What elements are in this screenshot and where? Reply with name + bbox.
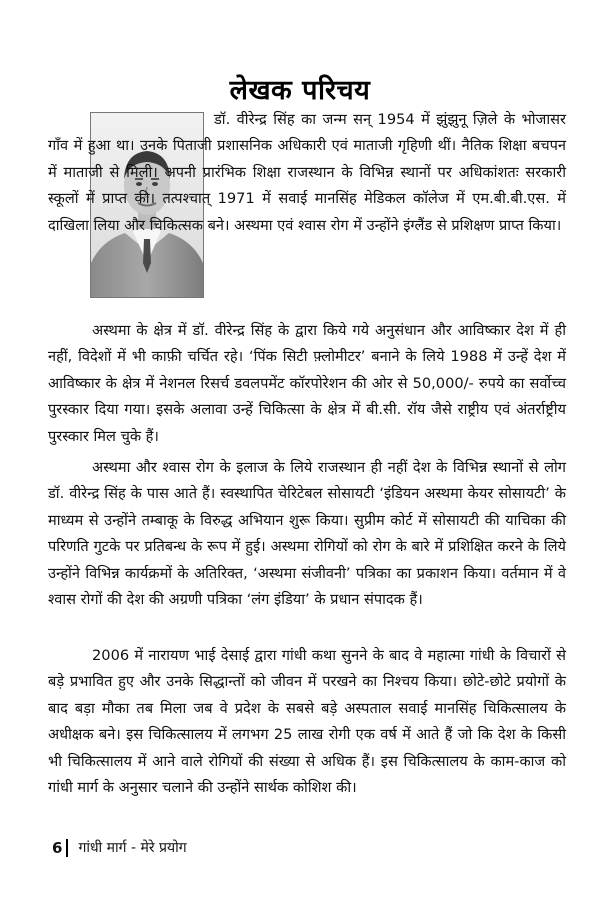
running-title: गांधी मार्ग - मेरे प्रयोग bbox=[78, 840, 187, 856]
bio-paragraph-society-campaign: अस्थमा और श्वास रोग के इलाज के लिये राजस्थान ही नहीं देश के विभिन्न स्थानों से लोग डॉ. वीरेन्द्र सिंह के पास आते हैं। स्वस्थापित चेरिटेबल सोसायटी ‘इंडियन अस्थमा केयर सोसायटी’ के माध्यम से उन्होंने तम्बाकू के विरुद्ध अभियान शुरू किया। सुप्रीम कोर्ट में सोसायटी की याचिका की परिणति गुटके पर प्रतिबन्ध के रूप में हुई। अस्थमा रोगियों को रोग के बारे में प्रशिक्षित करने के लिये उन्होंने विभिन्न कार्यक्रमों के अतिरिक्त, ‘अस्थमा संजीवनी’ पत्रिका का प्रकाशन किया। वर्तमान में वे श्वास रोगों की देश की अग्रणी पत्रिका ‘लंग इंडिया’ के प्रधान संपादक हैं। bbox=[48, 459, 567, 609]
page-number: 6 bbox=[48, 839, 68, 857]
page-title: लेखक परिचय bbox=[229, 75, 371, 106]
bio-paragraph-gandhi-path: 2006 में नारायण भाई देसाई द्वारा गांधी कथा सुनने के बाद वे महात्मा गांधी के विचारों से बड़े प्रभावित हुए और उनके सिद्धान्तों को जीवन में परखने का निश्चय किया। छोटे-छोटे प्रयोगों के बाद बड़ा मौका तब मिला जब वे प्रदेश के सबसे बड़े अस्पताल सवाई मानसिंह चिकित्सालय के अधीक्षक बने। इस चिकित्सालय में लगभग 25 लाख रोगी एक वर्ष में आते हैं जो कि देश के किसी भी चिकित्सालय में आने वाले रोगियों की संख्या से अधिक हैं। इस चिकित्सालय के काम-काज को गांधी मार्ग के अनुसार चलाने की उन्होंने सार्थक कोशिश की। bbox=[48, 647, 566, 797]
bio-paragraph-research-awards: अस्थमा के क्षेत्र में डॉ. वीरेन्द्र सिंह के द्वारा किये गये अनुसंधान और आविष्कार देश में ही नहीं, विदेशों में भी काफ़ी चर्चित रहे। ‘पिंक सिटी फ़्लोमीटर’ बनाने के लिये 1988 में उन्हें देश में आविष्कार के क्षेत्र में नेशनल रिसर्च डवलपमेंट कॉरपोरेशन की ओर से 50,000/- रुपये का सर्वोच्च पुरस्कार दिया गया। इसके अलावा उन्हें चिकित्सा के क्षेत्र में बी.सी. रॉय जैसे राष्ट्रीय एवं अंतर्राष्ट्रीय पुरस्कार मिल चुके हैं। bbox=[48, 322, 566, 445]
bio-paragraph-birth-education: डॉ. वीरेन्द्र सिंह का जन्म सन् 1954 में झुंझुनू ज़िले के भोजासर गाँव में हुआ था। उनके पिताजी प्रशासनिक अधिकारी एवं माताजी गृहिणी थीं। नैतिक शिक्षा बचपन में माताजी से मिली। अपनी प्रारंभिक शिक्षा राजस्थान के विभिन्न स्थानों पर अधिकांशतः सरकारी स्कूलों में प्राप्त की। तत्पश्चात् 1971 में सवाई मानसिंह मेडिकल कॉलेज में एम.बी.बी.एस. में दाखिला लिया और चिकित्सक बने। अस्थमा एवं श्वास रोग में उन्होंने इंग्लैंड से प्रशिक्षण प्राप्त किया। bbox=[48, 111, 566, 234]
page-footer bbox=[48, 838, 187, 857]
